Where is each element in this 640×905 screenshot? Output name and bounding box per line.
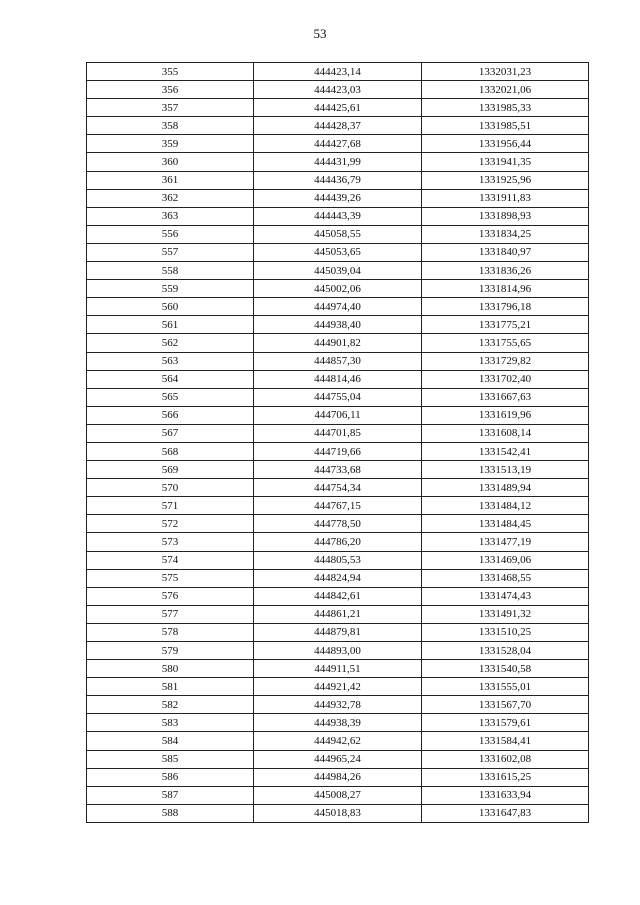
y-coordinate-cell: 1331647,83: [422, 804, 589, 822]
table-row: [87, 732, 589, 750]
table-row: [87, 135, 589, 153]
x-coordinate-cell: 444879,81: [254, 623, 422, 641]
point-number-cell: 582: [87, 696, 254, 714]
point-number-cell: 586: [87, 768, 254, 786]
x-coordinate-cell: 444857,30: [254, 352, 422, 370]
table-row: [87, 171, 589, 189]
table-row: [87, 117, 589, 135]
point-number-cell: 359: [87, 135, 254, 153]
table-row: [87, 99, 589, 117]
point-number-cell: 556: [87, 225, 254, 243]
table-row: [87, 479, 589, 497]
y-coordinate-cell: 1332021,06: [422, 81, 589, 99]
table-row: [87, 442, 589, 460]
point-number-cell: 358: [87, 117, 254, 135]
y-coordinate-cell: 1331633,94: [422, 786, 589, 804]
x-coordinate-cell: 444754,34: [254, 479, 422, 497]
point-number-cell: 362: [87, 189, 254, 207]
y-coordinate-cell: 1331542,41: [422, 442, 589, 460]
x-coordinate-cell: 444767,15: [254, 497, 422, 515]
point-number-cell: 563: [87, 352, 254, 370]
y-coordinate-cell: 1331528,04: [422, 642, 589, 660]
table-row: [87, 370, 589, 388]
point-number-cell: 360: [87, 153, 254, 171]
y-coordinate-cell: 1331840,97: [422, 243, 589, 261]
y-coordinate-cell: 1331540,58: [422, 660, 589, 678]
point-number-cell: 572: [87, 515, 254, 533]
y-coordinate-cell: 1331468,55: [422, 569, 589, 587]
y-coordinate-cell: 1331814,96: [422, 280, 589, 298]
y-coordinate-cell: 1331491,32: [422, 605, 589, 623]
y-coordinate-cell: 1331489,94: [422, 479, 589, 497]
x-coordinate-cell: 444938,39: [254, 714, 422, 732]
point-number-cell: 583: [87, 714, 254, 732]
x-coordinate-cell: 444436,79: [254, 171, 422, 189]
point-number-cell: 569: [87, 461, 254, 479]
y-coordinate-cell: 1331834,25: [422, 225, 589, 243]
table-row: [87, 334, 589, 352]
table-row: [87, 280, 589, 298]
y-coordinate-cell: 1331898,93: [422, 207, 589, 225]
table-row: [87, 497, 589, 515]
y-coordinate-cell: 1331911,83: [422, 189, 589, 207]
x-coordinate-cell: 445058,55: [254, 225, 422, 243]
y-coordinate-cell: 1331555,01: [422, 678, 589, 696]
y-coordinate-cell: 1331755,65: [422, 334, 589, 352]
y-coordinate-cell: 1331513,19: [422, 461, 589, 479]
point-number-cell: 584: [87, 732, 254, 750]
x-coordinate-cell: 444439,26: [254, 189, 422, 207]
point-number-cell: 587: [87, 786, 254, 804]
x-coordinate-cell: 444893,00: [254, 642, 422, 660]
table-row: [87, 605, 589, 623]
point-number-cell: 578: [87, 623, 254, 641]
table-row: [87, 678, 589, 696]
table-row: [87, 551, 589, 569]
y-coordinate-cell: 1331484,45: [422, 515, 589, 533]
y-coordinate-cell: 1331477,19: [422, 533, 589, 551]
x-coordinate-cell: 444425,61: [254, 99, 422, 117]
x-coordinate-cell: 444443,39: [254, 207, 422, 225]
x-coordinate-cell: 444427,68: [254, 135, 422, 153]
point-number-cell: 356: [87, 81, 254, 99]
y-coordinate-cell: 1331579,61: [422, 714, 589, 732]
point-number-cell: 557: [87, 243, 254, 261]
table-row: [87, 642, 589, 660]
x-coordinate-cell: 444984,26: [254, 768, 422, 786]
point-number-cell: 570: [87, 479, 254, 497]
x-coordinate-cell: 444719,66: [254, 442, 422, 460]
point-number-cell: 588: [87, 804, 254, 822]
x-coordinate-cell: 445002,06: [254, 280, 422, 298]
page-number: 53: [313, 26, 327, 41]
table-row: [87, 81, 589, 99]
table-row: [87, 660, 589, 678]
y-coordinate-cell: 1331956,44: [422, 135, 589, 153]
y-coordinate-cell: 1331729,82: [422, 352, 589, 370]
table-row: [87, 352, 589, 370]
y-coordinate-cell: 1331615,25: [422, 768, 589, 786]
x-coordinate-cell: 444824,94: [254, 569, 422, 587]
point-number-cell: 567: [87, 424, 254, 442]
y-coordinate-cell: 1331608,14: [422, 424, 589, 442]
table-row: [87, 298, 589, 316]
table-row: [87, 768, 589, 786]
point-number-cell: 355: [87, 63, 254, 81]
point-number-cell: 579: [87, 642, 254, 660]
y-coordinate-cell: 1331925,96: [422, 171, 589, 189]
x-coordinate-cell: 444423,03: [254, 81, 422, 99]
x-coordinate-cell: 445053,65: [254, 243, 422, 261]
y-coordinate-cell: 1331796,18: [422, 298, 589, 316]
x-coordinate-cell: 444431,99: [254, 153, 422, 171]
x-coordinate-cell: 444921,42: [254, 678, 422, 696]
coordinates-table-body: [87, 63, 589, 823]
table-row: [87, 153, 589, 171]
point-number-cell: 560: [87, 298, 254, 316]
table-row: [87, 243, 589, 261]
y-coordinate-cell: 1331484,12: [422, 497, 589, 515]
table-row: [87, 515, 589, 533]
y-coordinate-cell: 1331567,70: [422, 696, 589, 714]
x-coordinate-cell: 444965,24: [254, 750, 422, 768]
table-row: [87, 207, 589, 225]
point-number-cell: 566: [87, 406, 254, 424]
point-number-cell: 581: [87, 678, 254, 696]
x-coordinate-cell: 444974,40: [254, 298, 422, 316]
x-coordinate-cell: 444814,46: [254, 370, 422, 388]
table-row: [87, 533, 589, 551]
y-coordinate-cell: 1331985,51: [422, 117, 589, 135]
point-number-cell: 576: [87, 587, 254, 605]
x-coordinate-cell: 444706,11: [254, 406, 422, 424]
point-number-cell: 577: [87, 605, 254, 623]
table-row: [87, 189, 589, 207]
point-number-cell: 564: [87, 370, 254, 388]
y-coordinate-cell: 1331836,26: [422, 262, 589, 280]
point-number-cell: 363: [87, 207, 254, 225]
table-row: [87, 262, 589, 280]
y-coordinate-cell: 1331469,06: [422, 551, 589, 569]
coordinates-table: [86, 62, 589, 823]
x-coordinate-cell: 444911,51: [254, 660, 422, 678]
table-row: [87, 63, 589, 81]
x-coordinate-cell: 444701,85: [254, 424, 422, 442]
point-number-cell: 580: [87, 660, 254, 678]
point-number-cell: 562: [87, 334, 254, 352]
point-number-cell: 361: [87, 171, 254, 189]
x-coordinate-cell: 444755,04: [254, 388, 422, 406]
x-coordinate-cell: 444733,68: [254, 461, 422, 479]
y-coordinate-cell: 1332031,23: [422, 63, 589, 81]
y-coordinate-cell: 1331584,41: [422, 732, 589, 750]
x-coordinate-cell: 444423,14: [254, 63, 422, 81]
table-row: [87, 569, 589, 587]
table-row: [87, 424, 589, 442]
point-number-cell: 565: [87, 388, 254, 406]
y-coordinate-cell: 1331602,08: [422, 750, 589, 768]
x-coordinate-cell: 444942,62: [254, 732, 422, 750]
table-row: [87, 714, 589, 732]
point-number-cell: 559: [87, 280, 254, 298]
x-coordinate-cell: 444938,40: [254, 316, 422, 334]
y-coordinate-cell: 1331619,96: [422, 406, 589, 424]
point-number-cell: 573: [87, 533, 254, 551]
point-number-cell: 561: [87, 316, 254, 334]
point-number-cell: 571: [87, 497, 254, 515]
table-row: [87, 587, 589, 605]
table-row: [87, 623, 589, 641]
table-row: [87, 696, 589, 714]
table-row: [87, 786, 589, 804]
table-row: [87, 406, 589, 424]
table-row: [87, 225, 589, 243]
table-row: [87, 804, 589, 822]
y-coordinate-cell: 1331510,25: [422, 623, 589, 641]
y-coordinate-cell: 1331667,63: [422, 388, 589, 406]
point-number-cell: 585: [87, 750, 254, 768]
x-coordinate-cell: 445018,83: [254, 804, 422, 822]
x-coordinate-cell: 444778,50: [254, 515, 422, 533]
x-coordinate-cell: 444901,82: [254, 334, 422, 352]
table-row: [87, 461, 589, 479]
table-row: [87, 750, 589, 768]
point-number-cell: 357: [87, 99, 254, 117]
x-coordinate-cell: 444842,61: [254, 587, 422, 605]
y-coordinate-cell: 1331985,33: [422, 99, 589, 117]
point-number-cell: 568: [87, 442, 254, 460]
x-coordinate-cell: 444861,21: [254, 605, 422, 623]
x-coordinate-cell: 444428,37: [254, 117, 422, 135]
x-coordinate-cell: 445039,04: [254, 262, 422, 280]
y-coordinate-cell: 1331941,35: [422, 153, 589, 171]
table-row: [87, 316, 589, 334]
y-coordinate-cell: 1331775,21: [422, 316, 589, 334]
point-number-cell: 558: [87, 262, 254, 280]
x-coordinate-cell: 444805,53: [254, 551, 422, 569]
table-row: [87, 388, 589, 406]
y-coordinate-cell: 1331702,40: [422, 370, 589, 388]
y-coordinate-cell: 1331474,43: [422, 587, 589, 605]
point-number-cell: 575: [87, 569, 254, 587]
x-coordinate-cell: 445008,27: [254, 786, 422, 804]
x-coordinate-cell: 444786,20: [254, 533, 422, 551]
x-coordinate-cell: 444932,78: [254, 696, 422, 714]
point-number-cell: 574: [87, 551, 254, 569]
